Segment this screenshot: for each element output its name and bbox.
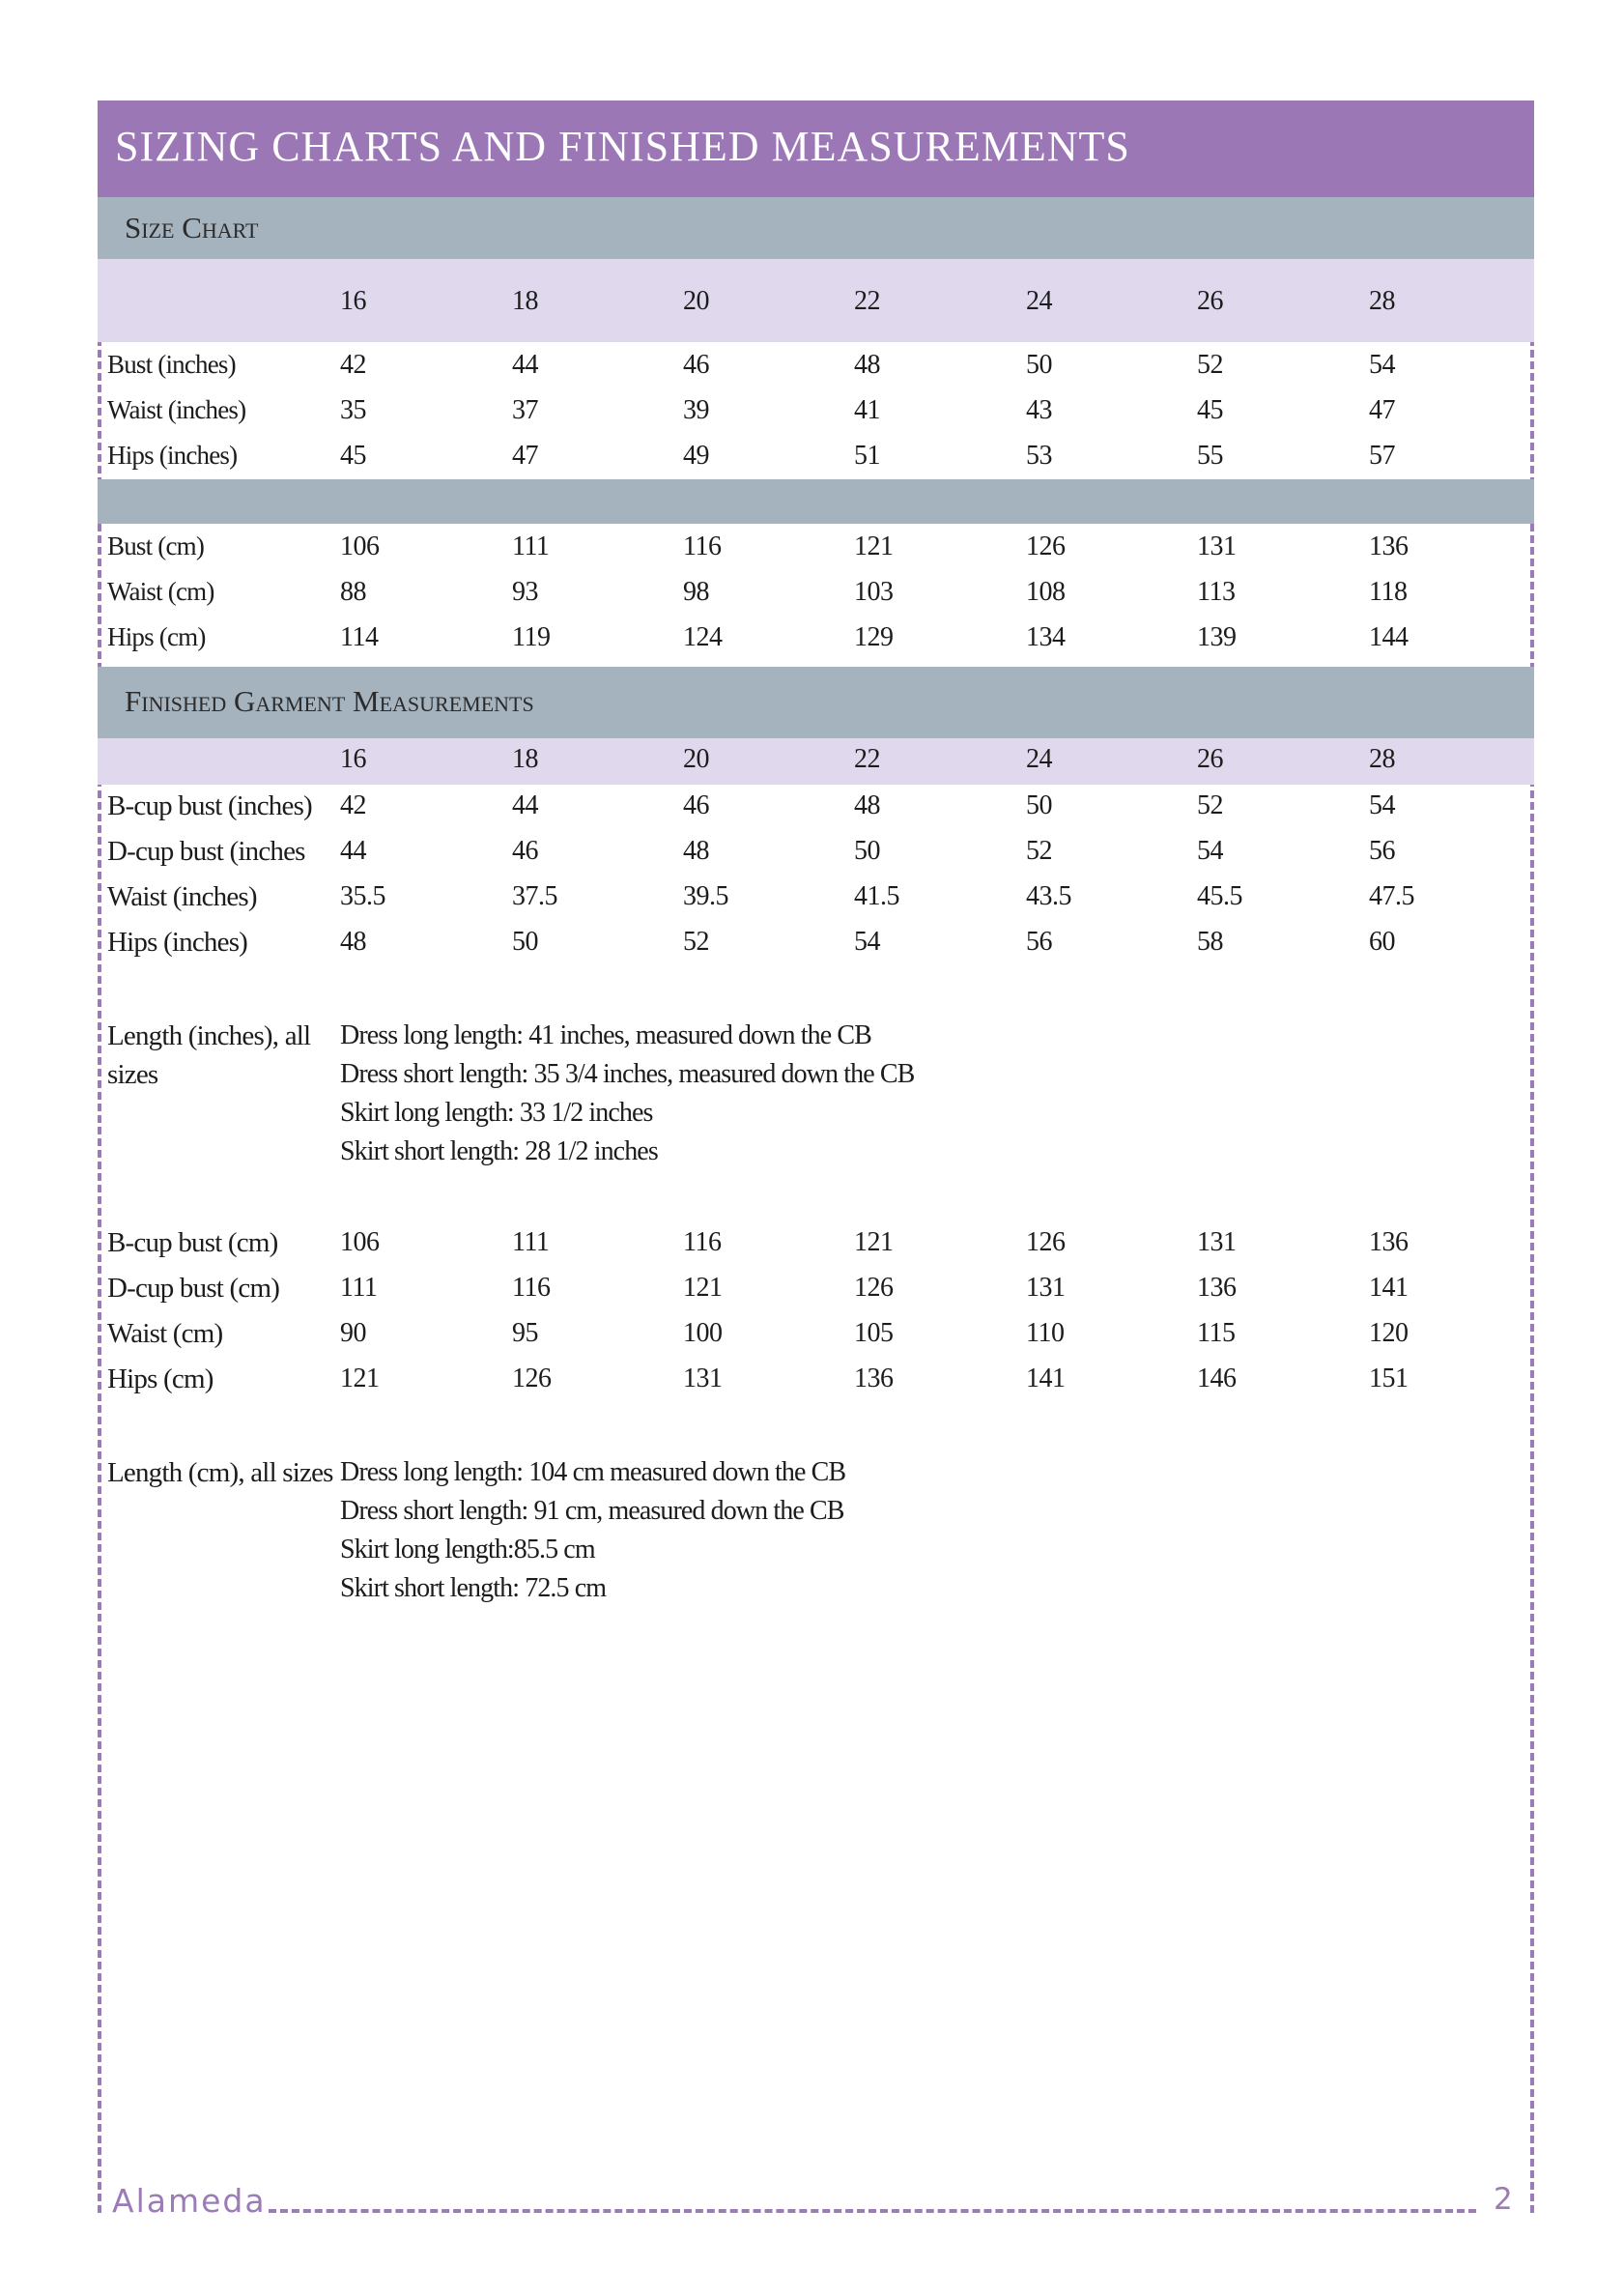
measurement-cell: 43 [1026, 395, 1052, 425]
size-header-cell: 26 [1197, 286, 1223, 316]
length-inches-line: Dress long length: 41 inches, measured down the CB [340, 1020, 871, 1050]
measurement-cell: 46 [512, 836, 538, 866]
measurement-cell: 58 [1197, 927, 1223, 957]
length-cm-line: Skirt short length: 72.5 cm [340, 1573, 607, 1603]
measurement-cell: 126 [512, 1363, 552, 1393]
measurement-cell: 116 [683, 1227, 722, 1257]
measurement-cell: 131 [683, 1363, 723, 1393]
length-cm-line: Dress short length: 91 cm, measured down the CB [340, 1496, 844, 1526]
measurement-cell: 88 [340, 577, 366, 607]
measurement-cell: 90 [340, 1318, 366, 1348]
measurement-cell: 37.5 [512, 881, 557, 911]
length-inches-line: Skirt short length: 28 1/2 inches [340, 1136, 658, 1166]
measurement-cell: 48 [854, 350, 880, 380]
measurement-cell: 121 [854, 1227, 894, 1257]
footer-pattern-name: Alameda [112, 2182, 267, 2220]
row-label: Waist (cm) [107, 1318, 223, 1349]
measurement-cell: 47 [1369, 395, 1395, 425]
row-label: Hips (inches) [107, 441, 238, 470]
measurement-cell: 118 [1369, 577, 1408, 607]
row-label: Bust (cm) [107, 531, 205, 560]
measurement-cell: 120 [1369, 1318, 1409, 1348]
measurement-cell: 39 [683, 395, 709, 425]
row-label: Hips (cm) [107, 622, 206, 651]
measurement-cell: 151 [1369, 1363, 1409, 1393]
measurement-cell: 111 [512, 531, 550, 561]
row-label: Bust (inches) [107, 350, 236, 379]
measurement-cell: 106 [340, 1227, 380, 1257]
measurement-cell: 131 [1197, 531, 1237, 561]
measurement-cell: 131 [1026, 1273, 1066, 1303]
row-label: Waist (inches) [107, 395, 246, 424]
measurement-cell: 144 [1369, 622, 1409, 652]
measurement-cell: 100 [683, 1318, 723, 1348]
measurement-cell: 131 [1197, 1227, 1237, 1257]
row-label: Waist (cm) [107, 577, 214, 606]
measurement-cell: 146 [1197, 1363, 1237, 1393]
measurement-cell: 113 [1197, 577, 1236, 607]
measurement-cell: 47.5 [1369, 881, 1414, 911]
measurement-cell: 105 [854, 1318, 894, 1348]
measurement-cell: 54 [1369, 350, 1395, 380]
measurement-cell: 110 [1026, 1318, 1065, 1348]
measurement-cell: 41 [854, 395, 880, 425]
measurement-cell: 106 [340, 531, 380, 561]
size-header-cell: 20 [683, 744, 709, 774]
measurement-cell: 37 [512, 395, 538, 425]
measurement-cell: 139 [1197, 622, 1237, 652]
measurement-cell: 54 [1369, 790, 1395, 820]
measurement-cell: 115 [1197, 1318, 1236, 1348]
size-chart-heading: Size Chart [125, 211, 259, 244]
size-header-cell: 18 [512, 286, 538, 316]
measurement-cell: 54 [1197, 836, 1223, 866]
measurement-cell: 93 [512, 577, 538, 607]
measurement-cell: 52 [1026, 836, 1052, 866]
measurement-cell: 45.5 [1197, 881, 1242, 911]
size-header-cell: 16 [340, 286, 366, 316]
row-label: B-cup bust (cm) [107, 1227, 278, 1258]
measurement-cell: 52 [1197, 350, 1223, 380]
row-label: Hips (cm) [107, 1363, 214, 1394]
measurement-cell: 95 [512, 1318, 538, 1348]
measurement-cell: 42 [340, 790, 366, 820]
measurement-cell: 98 [683, 577, 709, 607]
page-title: SIZING CHARTS AND FINISHED MEASUREMENTS [115, 123, 1130, 170]
measurement-cell: 42 [340, 350, 366, 380]
length-inches-label-2: sizes [107, 1059, 158, 1090]
measurement-cell: 45 [340, 441, 366, 471]
measurement-cell: 60 [1369, 927, 1395, 957]
page-border-left [98, 338, 101, 2213]
measurement-cell: 44 [512, 350, 538, 380]
measurement-cell: 126 [1026, 531, 1066, 561]
measurement-cell: 48 [340, 927, 366, 957]
finished-size-row [98, 738, 1534, 785]
length-cm-line: Dress long length: 104 cm measured down the CB [340, 1457, 846, 1487]
measurement-cell: 46 [683, 790, 709, 820]
measurement-cell: 46 [683, 350, 709, 380]
measurement-cell: 35 [340, 395, 366, 425]
measurement-cell: 56 [1369, 836, 1395, 866]
size-header-cell: 18 [512, 744, 538, 774]
measurement-cell: 43.5 [1026, 881, 1071, 911]
length-cm-label: Length (cm), all sizes [107, 1457, 333, 1488]
measurement-cell: 119 [512, 622, 551, 652]
measurement-cell: 44 [340, 836, 366, 866]
measurement-cell: 49 [683, 441, 709, 471]
measurement-cell: 44 [512, 790, 538, 820]
size-header-cell: 24 [1026, 286, 1052, 316]
measurement-cell: 141 [1369, 1273, 1409, 1303]
measurement-cell: 111 [512, 1227, 550, 1257]
measurement-cell: 141 [1026, 1363, 1066, 1393]
size-chart-header [98, 197, 1534, 259]
measurement-cell: 121 [340, 1363, 380, 1393]
measurement-cell: 50 [854, 836, 880, 866]
measurement-cell: 57 [1369, 441, 1395, 471]
size-header-cell: 24 [1026, 744, 1052, 774]
finished-heading: Finished Garment Measurements [125, 684, 534, 718]
measurement-cell: 116 [512, 1273, 551, 1303]
measurement-cell: 50 [512, 927, 538, 957]
size-header-cell: 26 [1197, 744, 1223, 774]
measurement-cell: 54 [854, 927, 880, 957]
measurement-cell: 129 [854, 622, 894, 652]
row-label: Waist (inches) [107, 881, 257, 912]
size-header-cell: 16 [340, 744, 366, 774]
measurement-cell: 134 [1026, 622, 1066, 652]
size-header-cell: 22 [854, 286, 880, 316]
measurement-cell: 103 [854, 577, 894, 607]
footer-page-number: 2 [1494, 2182, 1513, 2217]
measurement-cell: 45 [1197, 395, 1223, 425]
page-border-right [1530, 338, 1534, 2213]
measurement-cell: 52 [683, 927, 709, 957]
measurement-cell: 136 [1197, 1273, 1237, 1303]
length-inches-line: Dress short length: 35 3/4 inches, measured down the CB [340, 1059, 915, 1089]
measurement-cell: 48 [854, 790, 880, 820]
size-header-cell: 22 [854, 744, 880, 774]
measurement-cell: 48 [683, 836, 709, 866]
measurement-cell: 39.5 [683, 881, 728, 911]
measurement-cell: 52 [1197, 790, 1223, 820]
size-chart-divider [98, 479, 1534, 524]
measurement-cell: 136 [1369, 531, 1409, 561]
row-label: D-cup bust (inches [107, 836, 305, 867]
measurement-cell: 47 [512, 441, 538, 471]
measurement-cell: 136 [854, 1363, 894, 1393]
size-header-cell: 28 [1369, 744, 1395, 774]
length-cm-line: Skirt long length:85.5 cm [340, 1535, 595, 1564]
measurement-cell: 50 [1026, 790, 1052, 820]
measurement-cell: 55 [1197, 441, 1223, 471]
measurement-cell: 126 [854, 1273, 894, 1303]
measurement-cell: 35.5 [340, 881, 385, 911]
measurement-cell: 114 [340, 622, 379, 652]
measurement-cell: 116 [683, 531, 722, 561]
finished-header [98, 667, 1534, 738]
measurement-cell: 41.5 [854, 881, 899, 911]
length-inches-line: Skirt long length: 33 1/2 inches [340, 1098, 653, 1128]
title-bar [98, 100, 1534, 197]
page-border-bottom [269, 2209, 1476, 2213]
measurement-cell: 124 [683, 622, 723, 652]
length-inches-label-1: Length (inches), all [107, 1020, 311, 1051]
size-header-cell: 28 [1369, 286, 1395, 316]
measurement-cell: 50 [1026, 350, 1052, 380]
measurement-cell: 51 [854, 441, 880, 471]
measurement-cell: 56 [1026, 927, 1052, 957]
size-header-cell: 20 [683, 286, 709, 316]
measurement-cell: 126 [1026, 1227, 1066, 1257]
row-label: Hips (inches) [107, 927, 248, 958]
measurement-cell: 121 [683, 1273, 723, 1303]
measurement-cell: 121 [854, 531, 894, 561]
size-chart-size-row [98, 259, 1534, 342]
row-label: B-cup bust (inches) [107, 790, 312, 821]
measurement-cell: 111 [340, 1273, 378, 1303]
measurement-cell: 53 [1026, 441, 1052, 471]
measurement-cell: 136 [1369, 1227, 1409, 1257]
measurement-cell: 108 [1026, 577, 1066, 607]
row-label: D-cup bust (cm) [107, 1273, 280, 1304]
